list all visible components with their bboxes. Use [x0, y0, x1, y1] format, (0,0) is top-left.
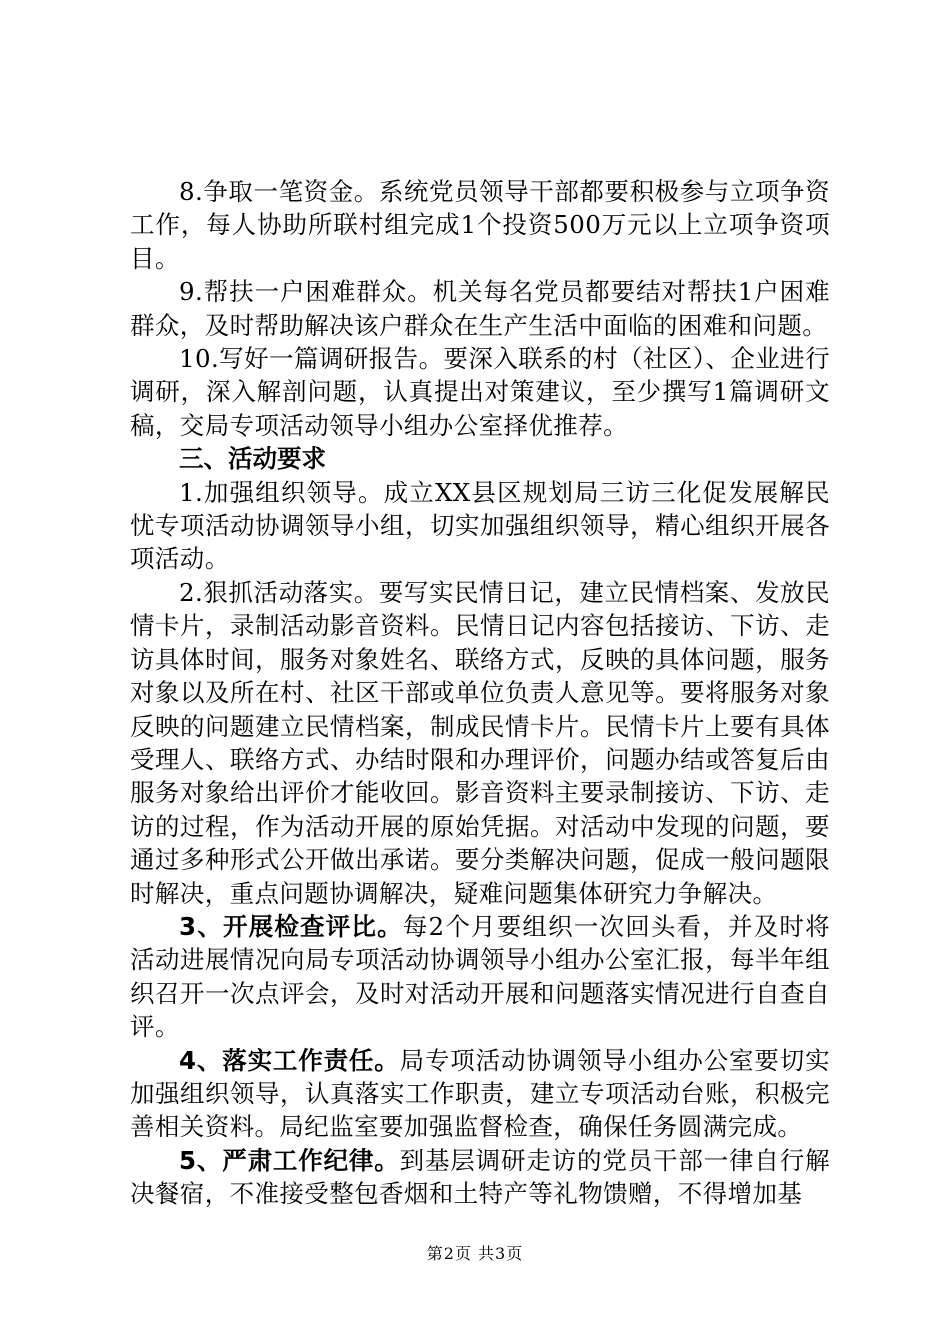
paragraph-lead: 5、严肃工作纪律。	[179, 1145, 400, 1175]
paragraph-text: 局专项活动协调领导小组办公室要切实加强组织领导，认真落实工作职责，建立专项活动台账，积极完善相关资料。局纪监室要加强监督检查，确保任务圆满完成。	[130, 1045, 830, 1142]
paragraph-text: 8.争取一笔资金。系统党员领导干部都要积极参与立项争资工作，每人协助所联村组完成1个投资500万元以上立项争资项目。	[130, 177, 830, 273]
paragraph-text: 2.狠抓活动落实。要写实民情日记，建立民情档案、发放民情卡片，录制活动影音资料。民情日记内容包括接访、下访、走访具体时间，服务对象姓名、联络方式，反映的具体问题，服务对象以及所在村、社区干部或单位负责人意见等。要将服务对象反映的问题建立民情档案，制成民情卡片。民情卡片上要有具体受理人、联络方式、办结时限和办理评价，问题办结或答复后由服务对象给出评价才能收回。影音资料主要录制接访、下访、走访的过程，作为活动开展的原始凭据。对活动中发现的问题，要通过多种形式公开做出承诺。要分类解决问题，促成一般问题限时解决，重点问题协调解决，疑难问题集体研究力争解决。	[130, 577, 830, 908]
requirement-1	[130, 476, 830, 576]
paragraph-item-8	[130, 175, 830, 275]
page-number-footer: 第2页 共3页	[426, 1244, 524, 1263]
requirement-3	[130, 910, 830, 1044]
document-body	[130, 175, 830, 1211]
paragraph-text: 1.加强组织领导。成立XX县区规划局三访三化促发展解民忧专项活动协调领导小组，切实加强组织领导，精心组织开展各项活动。	[130, 477, 830, 574]
paragraph-item-10	[130, 342, 830, 442]
requirement-5	[130, 1144, 830, 1211]
paragraph-item-9	[130, 275, 830, 342]
paragraph-lead: 4、落实工作责任。	[179, 1045, 400, 1075]
paragraph-lead: 3、开展检查评比。	[179, 911, 403, 941]
requirement-4	[130, 1044, 830, 1144]
paragraph-text: 每2个月要组织一次回头看，并及时将活动进展情况向局专项活动协调领导小组办公室汇报，每半年组织召开一次点评会，及时对活动开展和问题落实情况进行自查自评。	[130, 911, 830, 1042]
paragraph-text: 10.写好一篇调研报告。要深入联系的村（社区）、企业进行调研，深入解剖问题，认真提出对策建议，至少撰写1篇调研文稿，交局专项活动领导小组办公室择优推荐。	[130, 344, 830, 440]
requirement-2	[130, 576, 830, 910]
paragraph-text: 9.帮扶一户困难群众。机关每名党员都要结对帮扶1户困难群众，及时帮助解决该户群众在生产生活中面临的困难和问题。	[130, 277, 830, 340]
paragraph-text: 到基层调研走访的党员干部一律自行解决餐宿，不准接受整包香烟和土特产等礼物馈赠，不得增加基	[130, 1145, 830, 1209]
section-heading: 三、活动要求	[179, 444, 326, 474]
